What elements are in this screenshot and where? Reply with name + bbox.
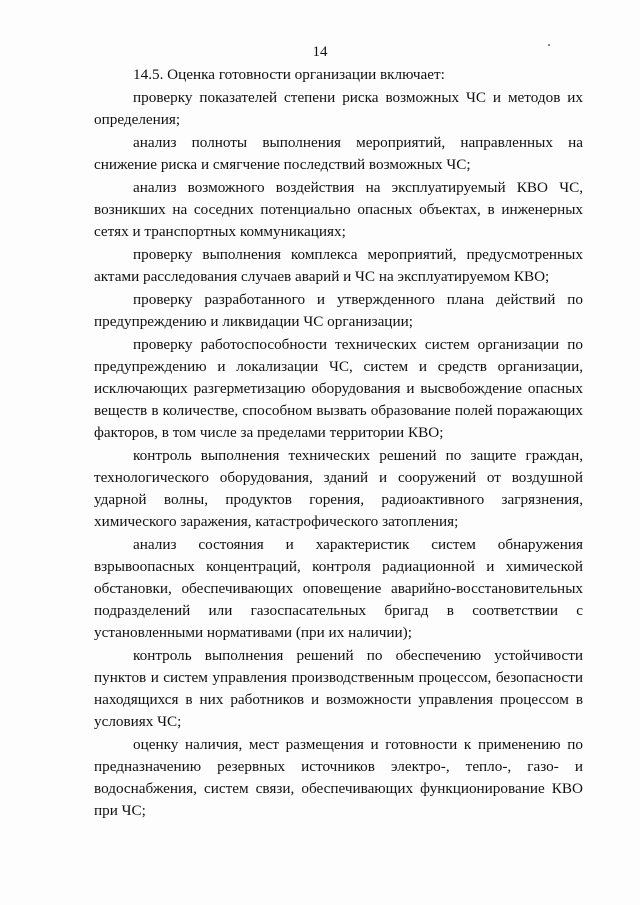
list-item: проверку работоспособности технических систем организации по предупреждению и локализации ЧС, систем и средств организации, исключающих разгерметизацию оборудования и высвобождение опасных веществ в количестве, способном вызвать образование полей поражающих факторов, в том числе за пределами территории КВО; — [94, 336, 583, 441]
document-body — [94, 64, 583, 823]
list-item: проверку выполнения комплекса мероприятий, предусмотренных актами расследования случаев аварий и ЧС на эксплуатируемом КВО; — [94, 246, 583, 285]
scan-speck — [548, 44, 550, 46]
list-item: проверку разработанного и утвержденного плана действий по предупреждению и ликвидации ЧС организации; — [94, 291, 583, 330]
section-heading: 14.5. Оценка готовности организации включает: — [133, 66, 445, 83]
list-item: контроль выполнения технических решений по защите граждан, технологического оборудования, зданий и сооружений от воздушной ударной волны, продуктов горения, радиоактивного загрязнения, химического заражения, катастрофического затопления; — [94, 447, 583, 530]
list-item: оценку наличия, мест размещения и готовности к применению по предназначению резервных источников электро-, тепло-, газо- и водоснабжения, систем связи, обеспечивающих функционирование КВО при ЧС; — [94, 736, 583, 819]
list-item: анализ полноты выполнения мероприятий, направленных на снижение риска и смягчение последствий возможных ЧС; — [94, 134, 583, 173]
list-item: анализ возможного воздействия на эксплуатируемый КВО ЧС, возникших на соседних потенциально опасных объектах, в инженерных сетях и транспортных коммуникациях; — [94, 179, 583, 240]
list-item: контроль выполнения решений по обеспечению устойчивости пунктов и систем управления производственным процессом, безопасности находящихся в них работников и возможности управления процессом в условиях ЧС; — [94, 647, 583, 730]
page-number: 14 — [312, 44, 328, 60]
list-item: проверку показателей степени риска возможных ЧС и методов их определения; — [94, 89, 583, 128]
list-item: анализ состояния и характеристик систем обнаружения взрывоопасных концентраций, контроля радиационной и химической обстановки, обеспечивающих оповещение аварийно-восстановительных подразделений или газоспасательных бригад в соответствии с установленными нормативами (при их наличии); — [94, 536, 583, 641]
